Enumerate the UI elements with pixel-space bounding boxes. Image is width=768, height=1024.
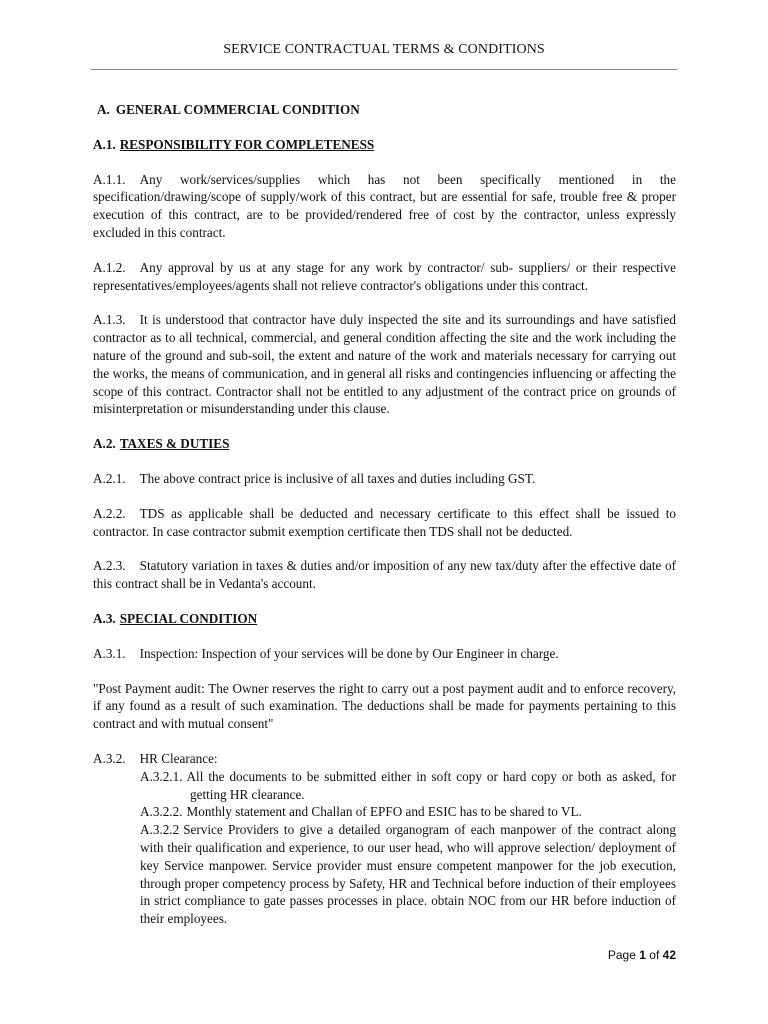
page-number	[608, 948, 676, 962]
header-divider	[91, 69, 677, 70]
sub-clause-text: Monthly statement and Challan of EPFO and ESIC has to be shared to VL.	[186, 804, 582, 820]
subsection-number: A.2.	[93, 436, 116, 452]
clause-number: A.1.1.	[93, 171, 126, 187]
subsection-number: A.1.	[93, 136, 116, 152]
clause-a1-3	[93, 311, 676, 418]
section-heading-a	[97, 101, 676, 119]
clause-a1-1	[93, 171, 676, 242]
sub-clause-number: A.3.2.1.	[140, 768, 183, 784]
subsection-title: TAXES & DUTIES	[119, 436, 230, 452]
clause-text: Any work/services/supplies which has not been specifically mentioned in the specification/drawing/scope of supply/work of this contract, but are essential for safe, trouble free & proper execution of this contract, are to be provided/rendered free of cost by the contractor, unless expressly excluded in this contract.	[93, 171, 676, 240]
clause-number: A.1.2.	[93, 259, 126, 275]
sub-clause-a3-2-1	[140, 768, 676, 804]
clause-a2-1	[93, 470, 676, 488]
page-of: of	[649, 948, 660, 962]
section-title: GENERAL COMMERCIAL CONDITION	[115, 102, 360, 117]
subsection-title: SPECIAL CONDITION	[119, 610, 258, 626]
sub-clause-text: All the documents to be submitted either in soft copy or hard copy or both as asked, for getting HR clearance.	[186, 768, 676, 802]
clause-text: Inspection: Inspection of your services will be done by Our Engineer in charge.	[139, 645, 559, 661]
sub-clause-a3-2-2-organogram	[140, 821, 676, 928]
sub-clause-number: A.3.2.2	[140, 822, 180, 838]
page-current: 1	[639, 948, 646, 962]
clause-number: A.2.1.	[93, 470, 126, 486]
clause-a3-1	[93, 645, 676, 663]
clause-a1-2	[93, 259, 676, 295]
subsection-heading-a1	[93, 136, 676, 154]
page-label: Page	[607, 948, 636, 962]
clause-text: It is understood that contractor have duly inspected the site and its surroundings and have satisfied contractor as to all technical, commercial, and general condition affecting the site and the work including the nature of the ground and sub-soil, the extent and nature of the work and materials necessary for carrying out the works, the means of communication, and in general all risks and contingencies influencing or affecting the scope of this contract. Contractor shall not be entitled to any adjustment of the contract price on grounds of misinterpretation or misunderstanding under this clause.	[93, 312, 676, 417]
sub-clause-a3-2-2	[140, 803, 676, 821]
clause-number: A.3.2.	[93, 750, 126, 766]
sub-clause-text: Service Providers to give a detailed organogram of each manpower of the contract along with their qualification and experience, to our user head, who will approve selection/ deployment of key Service manpower. Service provider must ensure competent manpower for the job execution, through proper competency process by Safety, HR and Technical before induction of their employees in strict compliance to gate passes processes in place. obtain NOC from our HR before induction of their employees.	[140, 822, 676, 927]
sub-clause-number: A.3.2.2.	[140, 804, 183, 820]
clause-number: A.2.2.	[93, 505, 126, 521]
clause-number: A.2.3.	[93, 558, 126, 574]
clause-text: Statutory variation in taxes & duties and/or imposition of any new tax/duty after the effective date of this contract shall be in Vedanta's account.	[93, 558, 676, 592]
clause-a2-3	[93, 557, 676, 593]
document-body	[93, 101, 676, 928]
clause-number: A.3.1.	[93, 645, 126, 661]
clause-number: A.1.3.	[93, 312, 126, 328]
section-number: A.	[97, 102, 110, 117]
clause-a2-2	[93, 505, 676, 541]
clause-a3-2	[93, 750, 676, 928]
clause-text: Any approval by us at any stage for any work by contractor/ sub- suppliers/ or their respective representatives/employees/agents shall not relieve contractor's obligations under this contract.	[93, 259, 676, 293]
clause-text: HR Clearance:	[139, 750, 218, 766]
page-header-title: SERVICE CONTRACTUAL TERMS & CONDITIONS	[223, 42, 545, 57]
hr-clearance-heading	[93, 750, 676, 768]
clause-text: The above contract price is inclusive of all taxes and duties including GST.	[139, 470, 536, 486]
subsection-heading-a3	[93, 610, 676, 628]
clause-text: TDS as applicable shall be deducted and necessary certificate to this effect shall be issued to contractor. In case contractor submit exemption certificate then TDS shall not be deducted.	[93, 505, 676, 539]
subsection-title: RESPONSIBILITY FOR COMPLETENESS	[119, 136, 375, 152]
subsection-number: A.3.	[93, 610, 116, 626]
page-total: 42	[662, 948, 676, 962]
post-payment-audit-note: "Post Payment audit: The Owner reserves the right to carry out a post payment audit and to enforce recovery, if any found as a result of such examination. The deductions shall be made for payments pertaining to this contract and with mutual consent"	[93, 680, 676, 732]
subsection-heading-a2	[93, 435, 676, 453]
